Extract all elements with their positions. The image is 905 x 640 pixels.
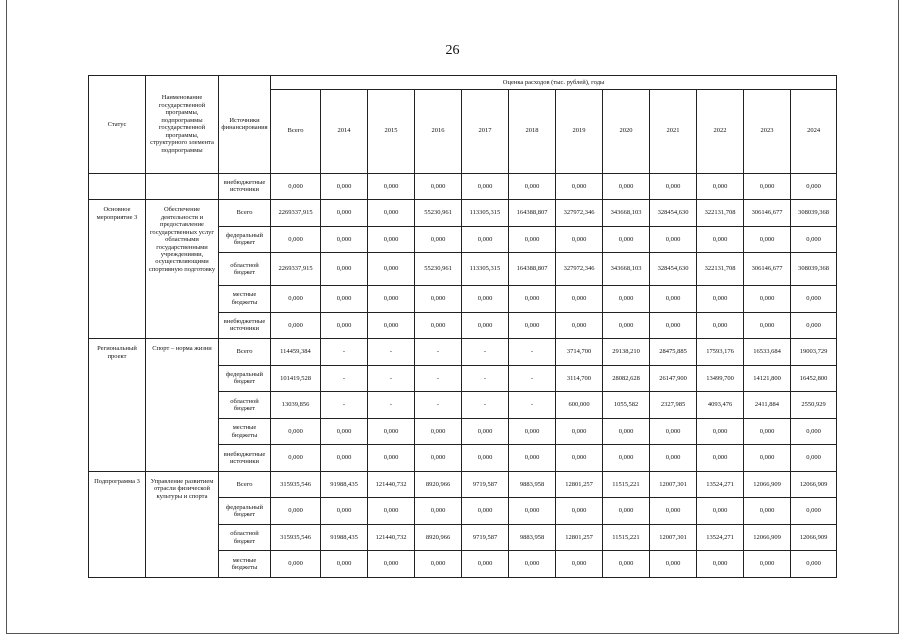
value-cell: 0,000 <box>791 445 837 472</box>
value-cell: 0,000 <box>509 173 556 200</box>
value-cell: 0,000 <box>791 551 837 578</box>
value-cell: 12066,909 <box>791 524 837 551</box>
value-cell: 0,000 <box>556 498 603 525</box>
value-cell: 0,000 <box>697 551 744 578</box>
budget-table <box>88 75 837 578</box>
value-cell: 0,000 <box>744 445 791 472</box>
value-cell: 12801,257 <box>556 524 603 551</box>
header-year: 2022 <box>697 89 744 173</box>
value-cell: 55230,961 <box>415 200 462 227</box>
value-cell: 13499,700 <box>697 365 744 392</box>
value-cell: 327972,346 <box>556 200 603 227</box>
header-year: 2023 <box>744 89 791 173</box>
value-cell: 1055,582 <box>603 392 650 419</box>
value-cell: 0,000 <box>415 312 462 339</box>
value-cell: 0,000 <box>791 498 837 525</box>
value-cell: 0,000 <box>697 173 744 200</box>
source-cell: внебюджетные источники <box>219 173 271 200</box>
value-cell: 0,000 <box>271 286 321 313</box>
value-cell: 0,000 <box>271 173 321 200</box>
value-cell: 55230,961 <box>415 253 462 286</box>
value-cell: 0,000 <box>462 445 509 472</box>
value-cell: 0,000 <box>321 418 368 445</box>
value-cell: 0,000 <box>462 418 509 445</box>
value-cell: 91988,435 <box>321 524 368 551</box>
table-row <box>89 200 837 227</box>
table-row <box>89 173 837 200</box>
value-cell: - <box>415 339 462 366</box>
value-cell: 8920,966 <box>415 524 462 551</box>
status-cell: Подпрограмма 3 <box>89 471 146 577</box>
value-cell: 0,000 <box>556 418 603 445</box>
value-cell: 0,000 <box>603 418 650 445</box>
value-cell: 0,000 <box>744 551 791 578</box>
value-cell: 0,000 <box>509 551 556 578</box>
value-cell: 2269337,915 <box>271 200 321 227</box>
empty-cell <box>89 173 146 200</box>
value-cell: 0,000 <box>368 312 415 339</box>
value-cell: - <box>321 392 368 419</box>
source-cell: областной бюджет <box>219 392 271 419</box>
value-cell: 0,000 <box>321 551 368 578</box>
value-cell: 9883,958 <box>509 524 556 551</box>
value-cell: 3714,700 <box>556 339 603 366</box>
value-cell: 0,000 <box>368 551 415 578</box>
source-cell: федеральный бюджет <box>219 226 271 253</box>
value-cell: 28475,885 <box>650 339 697 366</box>
value-cell: 0,000 <box>650 312 697 339</box>
value-cell: 0,000 <box>556 226 603 253</box>
value-cell: 13039,856 <box>271 392 321 419</box>
source-cell: Всего <box>219 200 271 227</box>
value-cell: 0,000 <box>556 445 603 472</box>
value-cell: 0,000 <box>603 551 650 578</box>
value-cell: 13524,271 <box>697 524 744 551</box>
source-cell: местные бюджеты <box>219 551 271 578</box>
value-cell: 315935,546 <box>271 524 321 551</box>
value-cell: 14121,800 <box>744 365 791 392</box>
source-cell: Всего <box>219 339 271 366</box>
table-row <box>89 471 837 498</box>
value-cell: 0,000 <box>744 498 791 525</box>
program-name-cell: Обеспечение деятельности и предоставление государственных услуг областными государственными учреждениями, осуществляющими спортивную подготовку <box>146 200 219 339</box>
value-cell: 16533,684 <box>744 339 791 366</box>
value-cell: 0,000 <box>462 498 509 525</box>
header-year: 2021 <box>650 89 697 173</box>
value-cell: 0,000 <box>462 286 509 313</box>
value-cell: 0,000 <box>415 498 462 525</box>
value-cell: 0,000 <box>650 418 697 445</box>
source-cell: Всего <box>219 471 271 498</box>
value-cell: 13524,271 <box>697 471 744 498</box>
source-cell: местные бюджеты <box>219 286 271 313</box>
value-cell: 0,000 <box>650 445 697 472</box>
header-year: 2017 <box>462 89 509 173</box>
header-year: 2014 <box>321 89 368 173</box>
value-cell: 0,000 <box>368 286 415 313</box>
value-cell: - <box>462 339 509 366</box>
value-cell: 0,000 <box>368 173 415 200</box>
value-cell: 0,000 <box>271 551 321 578</box>
value-cell: 0,000 <box>368 418 415 445</box>
value-cell: 12066,909 <box>744 524 791 551</box>
value-cell: 0,000 <box>556 286 603 313</box>
program-name-cell: Управление развитием отрасли физической культуры и спорта <box>146 471 219 577</box>
value-cell: 0,000 <box>509 418 556 445</box>
value-cell: 0,000 <box>603 498 650 525</box>
value-cell: 0,000 <box>556 173 603 200</box>
page-number: 26 <box>445 43 460 58</box>
value-cell: 9719,587 <box>462 524 509 551</box>
value-cell: 327972,346 <box>556 253 603 286</box>
value-cell: 0,000 <box>791 286 837 313</box>
value-cell: 343668,103 <box>603 253 650 286</box>
program-name-cell: Спорт – норма жизни <box>146 339 219 472</box>
value-cell: 12007,301 <box>650 471 697 498</box>
value-cell: 164388,807 <box>509 253 556 286</box>
value-cell: 11515,221 <box>603 524 650 551</box>
value-cell: 0,000 <box>791 418 837 445</box>
value-cell: 0,000 <box>321 445 368 472</box>
value-cell: 0,000 <box>603 286 650 313</box>
value-cell: 28082,628 <box>603 365 650 392</box>
value-cell: - <box>368 365 415 392</box>
value-cell: 0,000 <box>368 226 415 253</box>
value-cell: - <box>509 339 556 366</box>
value-cell: 16452,800 <box>791 365 837 392</box>
value-cell: 306146,677 <box>744 200 791 227</box>
value-cell: 328454,630 <box>650 200 697 227</box>
value-cell: 0,000 <box>650 286 697 313</box>
empty-cell <box>146 173 219 200</box>
value-cell: 0,000 <box>321 253 368 286</box>
source-cell: областной бюджет <box>219 524 271 551</box>
header-year: 2015 <box>368 89 415 173</box>
value-cell: 0,000 <box>650 226 697 253</box>
value-cell: 0,000 <box>368 498 415 525</box>
header-year: 2024 <box>791 89 837 173</box>
value-cell: 2550,929 <box>791 392 837 419</box>
value-cell: 114459,384 <box>271 339 321 366</box>
value-cell: 0,000 <box>415 445 462 472</box>
value-cell: 315935,546 <box>271 471 321 498</box>
value-cell: 308039,368 <box>791 200 837 227</box>
value-cell: - <box>462 365 509 392</box>
value-cell: - <box>321 365 368 392</box>
value-cell: 343668,103 <box>603 200 650 227</box>
value-cell: 0,000 <box>556 551 603 578</box>
table-row <box>89 339 837 366</box>
value-cell: 0,000 <box>791 226 837 253</box>
value-cell: 8920,966 <box>415 471 462 498</box>
value-cell: 322131,708 <box>697 253 744 286</box>
value-cell: 2411,884 <box>744 392 791 419</box>
value-cell: 0,000 <box>650 551 697 578</box>
source-cell: внебюджетные источники <box>219 445 271 472</box>
value-cell: 0,000 <box>462 226 509 253</box>
value-cell: 9719,587 <box>462 471 509 498</box>
value-cell: 0,000 <box>321 200 368 227</box>
value-cell: 306146,677 <box>744 253 791 286</box>
value-cell: 0,000 <box>271 498 321 525</box>
header-year: 2020 <box>603 89 650 173</box>
value-cell: 12066,909 <box>744 471 791 498</box>
value-cell: 0,000 <box>368 253 415 286</box>
value-cell: 2327,985 <box>650 392 697 419</box>
value-cell: 0,000 <box>697 498 744 525</box>
status-cell: Основное мероприятие 3 <box>89 200 146 339</box>
status-cell: Региональный проект <box>89 339 146 472</box>
source-cell: федеральный бюджет <box>219 365 271 392</box>
header-year: Всего <box>271 89 321 173</box>
value-cell: 0,000 <box>462 312 509 339</box>
value-cell: 0,000 <box>415 286 462 313</box>
value-cell: 0,000 <box>650 498 697 525</box>
value-cell: 11515,221 <box>603 471 650 498</box>
value-cell: 121440,732 <box>368 524 415 551</box>
value-cell: 0,000 <box>603 445 650 472</box>
value-cell: 308039,368 <box>791 253 837 286</box>
source-cell: внебюджетные источники <box>219 312 271 339</box>
value-cell: 0,000 <box>603 226 650 253</box>
header-expenses: Оценка расходов (тыс. рублей), годы <box>271 76 837 90</box>
value-cell: 0,000 <box>744 173 791 200</box>
value-cell: 0,000 <box>271 312 321 339</box>
value-cell: - <box>415 392 462 419</box>
value-cell: 0,000 <box>744 286 791 313</box>
value-cell: 0,000 <box>321 498 368 525</box>
source-cell: местные бюджеты <box>219 418 271 445</box>
value-cell: 0,000 <box>509 498 556 525</box>
value-cell: 0,000 <box>415 418 462 445</box>
value-cell: 328454,630 <box>650 253 697 286</box>
value-cell: 0,000 <box>271 445 321 472</box>
value-cell: 0,000 <box>697 226 744 253</box>
value-cell: 0,000 <box>462 173 509 200</box>
value-cell: 17593,176 <box>697 339 744 366</box>
value-cell: 0,000 <box>650 173 697 200</box>
value-cell: 0,000 <box>509 312 556 339</box>
value-cell: 0,000 <box>368 200 415 227</box>
value-cell: 0,000 <box>321 312 368 339</box>
value-cell: 113305,315 <box>462 253 509 286</box>
value-cell: 0,000 <box>509 445 556 472</box>
value-cell: 0,000 <box>744 312 791 339</box>
value-cell: 322131,708 <box>697 200 744 227</box>
value-cell: 0,000 <box>321 286 368 313</box>
value-cell: 12801,257 <box>556 471 603 498</box>
value-cell: 0,000 <box>697 312 744 339</box>
value-cell: 0,000 <box>791 312 837 339</box>
header-year: 2016 <box>415 89 462 173</box>
header-status: Статус <box>89 76 146 174</box>
value-cell: 0,000 <box>697 286 744 313</box>
value-cell: 164388,807 <box>509 200 556 227</box>
value-cell: 19003,729 <box>791 339 837 366</box>
value-cell: 0,000 <box>415 551 462 578</box>
value-cell: 600,000 <box>556 392 603 419</box>
value-cell: 91988,435 <box>321 471 368 498</box>
value-cell: - <box>368 392 415 419</box>
source-cell: федеральный бюджет <box>219 498 271 525</box>
value-cell: 0,000 <box>321 226 368 253</box>
value-cell: 12007,301 <box>650 524 697 551</box>
value-cell: 0,000 <box>697 418 744 445</box>
header-program: Наименование государственной программы, подпрограммы государственной программы, структурного элемента подпрограммы <box>146 76 219 174</box>
value-cell: 12066,909 <box>791 471 837 498</box>
value-cell: 121440,732 <box>368 471 415 498</box>
value-cell: - <box>509 365 556 392</box>
value-cell: 0,000 <box>603 312 650 339</box>
value-cell: 26147,900 <box>650 365 697 392</box>
value-cell: - <box>415 365 462 392</box>
value-cell: 0,000 <box>462 551 509 578</box>
value-cell: 3114,700 <box>556 365 603 392</box>
value-cell: 0,000 <box>556 312 603 339</box>
source-cell: областной бюджет <box>219 253 271 286</box>
value-cell: 0,000 <box>603 173 650 200</box>
value-cell: 0,000 <box>415 226 462 253</box>
value-cell: - <box>368 339 415 366</box>
value-cell: 9883,958 <box>509 471 556 498</box>
value-cell: 0,000 <box>321 173 368 200</box>
header-source: Источники финансирования <box>219 76 271 174</box>
value-cell: 4093,476 <box>697 392 744 419</box>
value-cell: 113305,315 <box>462 200 509 227</box>
value-cell: 2269337,915 <box>271 253 321 286</box>
header-year: 2018 <box>509 89 556 173</box>
value-cell: 0,000 <box>744 226 791 253</box>
value-cell: 0,000 <box>791 173 837 200</box>
value-cell: 0,000 <box>744 418 791 445</box>
value-cell: 0,000 <box>415 173 462 200</box>
value-cell: 29138,210 <box>603 339 650 366</box>
value-cell: - <box>321 339 368 366</box>
value-cell: 0,000 <box>368 445 415 472</box>
value-cell: 0,000 <box>271 418 321 445</box>
header-year: 2019 <box>556 89 603 173</box>
value-cell: 101419,528 <box>271 365 321 392</box>
value-cell: - <box>509 392 556 419</box>
value-cell: 0,000 <box>697 445 744 472</box>
value-cell: 0,000 <box>509 226 556 253</box>
value-cell: 0,000 <box>271 226 321 253</box>
value-cell: - <box>462 392 509 419</box>
value-cell: 0,000 <box>509 286 556 313</box>
